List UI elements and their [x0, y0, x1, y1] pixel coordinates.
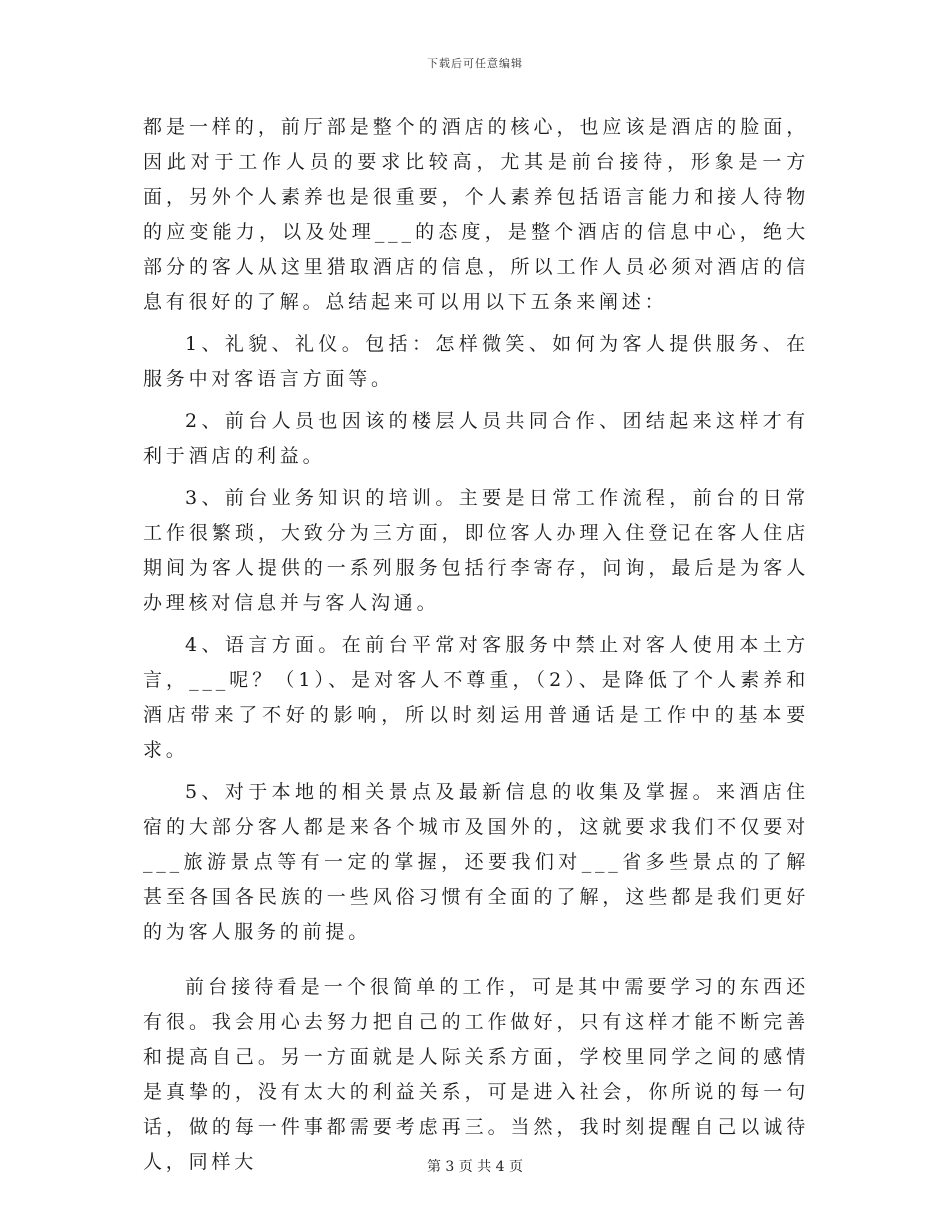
page-header: 下载后可任意编辑 [427, 57, 523, 70]
paragraph-intro: 都是一样的，前厅部是整个的酒店的核心，也应该是酒店的脸面，因此对于工作人员的要求比较高，尤其是前台接待，形象是一方面，另外个人素养也是很重要，个人素养包括语言能力和接人待物的应变能力，以及处理___的态度，是整个酒店的信息中心，绝大部分的客人从这里猎取酒店的信息，所以工作人员必须对酒店的信息有很好的了解。总结起来可以用以下五条来阐述： [143, 116, 809, 313]
paragraph-item-4: 4、语言方面。在前台平常对客服务中禁止对客人使用本土方言，___呢？（1）、是对客人不尊重，（2）、是降低了个人素养和酒店带来了不好的影响，所以时刻运用普通话是工作中的基本要求。 [143, 634, 809, 761]
page-footer: 第 3 页 共 4 页 [426, 1159, 524, 1175]
document-body [143, 110, 809, 1180]
paragraph-item-3: 3、前台业务知识的培训。主要是日常工作流程，前台的日常工作很繁琐，大致分为三方面，即位客人办理入住登记在客人住店期间为客人提供的一系列服务包括行李寄存，问询，最后是为客人办理核对信息并与客人沟通。 [143, 487, 809, 614]
paragraph-item-1: 1、礼貌、礼仪。包括：怎样微笑、如何为客人提供服务、在服务中对客语言方面等。 [143, 333, 809, 390]
paragraph-conclusion: 前台接待看是一个很简单的工作，可是其中需要学习的东西还有很。我会用心去努力把自己的工作做好，只有这样才能不断完善和提高自己。另一方面就是人际关系方面，学校里同学之间的感情是真挚的，没有太大的利益关系，可是进入社会，你所说的每一句话，做的每一件事都需要考虑再三。当然，我时刻提醒自己以诚待人，同样大 [143, 976, 809, 1173]
paragraph-item-5: 5、对于本地的相关景点及最新信息的收集及掌握。来酒店住宿的大部分客人都是来各个城市及国外的，这就要求我们不仅要对___旅游景点等有一定的掌握，还要我们对___省多些景点的了解甚至各国各民族的一些风俗习惯有全面的了解，这些都是我们更好的为客人服务的前提。 [143, 781, 809, 943]
paragraph-item-2: 2、前台人员也因该的楼层人员共同合作、团结起来这样才有利于酒店的利益。 [143, 410, 809, 467]
